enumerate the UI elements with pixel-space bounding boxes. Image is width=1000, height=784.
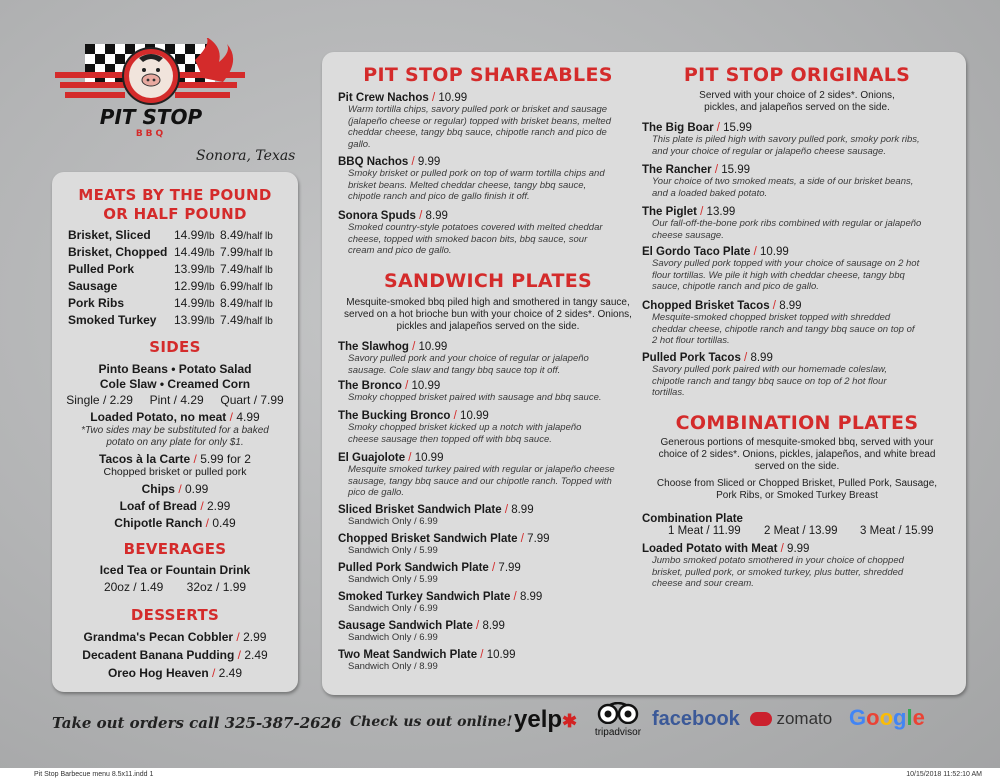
google-logo[interactable] bbox=[849, 705, 925, 731]
item-description: and your choice of regular or jalapeño cheese sausage. bbox=[652, 145, 886, 157]
meats-heading: MEATS BY THE POUND OR HALF POUND bbox=[78, 186, 272, 223]
price-per-lb bbox=[174, 245, 215, 259]
half-price: 7.99 bbox=[220, 245, 244, 259]
sandwich-only-price: Sandwich Only / 6.99 bbox=[348, 516, 438, 527]
check-us-online: Check us out online! bbox=[350, 714, 513, 730]
item-description: Savory pulled pork paired with our homemade coleslaw, bbox=[652, 364, 887, 375]
meat-name: Brisket, Chopped bbox=[68, 245, 168, 259]
lb-unit: /lb bbox=[204, 248, 215, 259]
separator: / bbox=[510, 591, 520, 603]
menu-item-title bbox=[338, 410, 638, 422]
dessert-price: 2.49 bbox=[218, 666, 243, 680]
meat-name: Pork Ribs bbox=[68, 296, 125, 310]
section-intro: Choose from Sliced or Chopped Brisket, Pulled Pork, Sausage, bbox=[656, 478, 938, 489]
lb-unit: /lb bbox=[204, 299, 215, 310]
separator: / bbox=[740, 352, 751, 364]
half-price: 7.49 bbox=[220, 313, 244, 327]
separator: / bbox=[517, 533, 528, 545]
meat-row bbox=[68, 228, 290, 245]
separator: / bbox=[408, 156, 418, 168]
menu-item bbox=[338, 410, 638, 445]
item-price: 9.99 bbox=[787, 543, 810, 555]
menu-item-title bbox=[338, 452, 638, 464]
meat-row bbox=[68, 262, 290, 279]
item-description: flour tortillas. We pile it high with cheddar cheese, tangy bbq bbox=[652, 269, 905, 281]
price-per-lb bbox=[174, 313, 215, 327]
sandwich-only-price: Sandwich Only / 5.99 bbox=[348, 574, 438, 585]
lb-unit: /lb bbox=[204, 265, 215, 276]
menu-item bbox=[642, 164, 952, 199]
separator: / bbox=[408, 341, 419, 353]
item-name: The Rancher bbox=[642, 164, 712, 176]
price-half-lb bbox=[220, 262, 273, 276]
section-intro: Mesquite-smoked bbq piled high and smothered in tangy sauce, bbox=[346, 297, 630, 308]
price-per-lb bbox=[174, 228, 215, 242]
separator: / bbox=[477, 649, 487, 661]
section-intro: pickles and jalapeños served on the side. bbox=[396, 321, 580, 332]
section-intro: Pork Ribs, or Smoked Turkey Breast bbox=[716, 490, 878, 501]
main-menu-panel bbox=[322, 52, 966, 695]
menu-item-title bbox=[642, 300, 952, 312]
menu-item bbox=[338, 620, 638, 643]
price-half-lb bbox=[220, 245, 273, 259]
lb-price: 14.99 bbox=[174, 228, 205, 242]
item-description: Smoky chopped brisket paired with sausage and bbq sauce. bbox=[348, 392, 602, 403]
menu-item bbox=[642, 246, 952, 293]
item-name: BBQ Nachos bbox=[338, 156, 409, 168]
price-half-lb bbox=[220, 228, 273, 242]
dessert-name: Decadent Banana Pudding bbox=[82, 648, 235, 662]
meat-row bbox=[68, 313, 290, 330]
item-description: Warm tortilla chips, savory pulled pork or brisket and sausage bbox=[348, 104, 608, 115]
item-description: cheddar cheese, chipotle ranch and tangy bbq sauce on top of bbox=[652, 323, 915, 335]
separator: / bbox=[428, 92, 439, 104]
menu-item-title bbox=[338, 533, 638, 545]
menu-item bbox=[338, 156, 638, 203]
item-description: chipotle ranch and pico de gallo finish it off. bbox=[348, 191, 530, 202]
separator: / bbox=[501, 504, 512, 516]
takeout-phone: Take out orders call 325-387-2626 bbox=[52, 714, 342, 732]
loaded-note-2: potato on any plate for only $1. bbox=[106, 437, 244, 448]
desserts-heading: DESSERTS bbox=[130, 606, 220, 624]
item-description: Mesquite smoked turkey paired with regular or jalapeño cheese bbox=[348, 464, 615, 475]
price-per-lb bbox=[174, 262, 215, 276]
tacos-note: Chopped brisket or pulled pork bbox=[103, 466, 247, 478]
zomato-icon bbox=[750, 712, 772, 726]
item-name: Sliced Brisket Sandwich Plate bbox=[338, 504, 502, 516]
item-description: This plate is piled high with savory pulled pork, smoky pork ribs, bbox=[652, 134, 920, 145]
sides-line-2: Cole Slaw • Creamed Corn bbox=[99, 377, 251, 391]
loaded-potato-line: Loaded Potato, no meat / 4.99 bbox=[90, 410, 260, 424]
item-name: Chopped Brisket Tacos bbox=[642, 300, 770, 312]
item-description: pico de gallo. bbox=[348, 487, 404, 498]
shareables-heading: PIT STOP SHAREABLES bbox=[363, 64, 613, 86]
lb-price: 12.99 bbox=[174, 279, 205, 293]
item-name: The Bucking Bronco bbox=[338, 410, 451, 422]
sandwich-only-price: Sandwich Only / 6.99 bbox=[348, 632, 438, 643]
item-price: 13.99 bbox=[706, 206, 736, 218]
meat-name: Sausage bbox=[68, 279, 118, 293]
side-single: Single / 2.29 bbox=[66, 393, 133, 407]
item-name: Smoked Turkey Sandwich Plate bbox=[338, 591, 511, 603]
sandwich-only-price: Sandwich Only / 5.99 bbox=[348, 545, 438, 556]
item-name: El Guajolote bbox=[338, 452, 406, 464]
item-price: 8.99 bbox=[519, 591, 543, 603]
google-letter: G bbox=[849, 705, 867, 730]
item-price: 8.99 bbox=[511, 504, 534, 516]
half-unit: /half lb bbox=[243, 299, 273, 310]
section-intro: Served with your choice of 2 sides*. Onions, bbox=[699, 90, 895, 101]
item-name: The Bronco bbox=[338, 380, 402, 392]
menu-item-title bbox=[642, 206, 952, 218]
meat-name: Smoked Turkey bbox=[68, 313, 157, 327]
item-description: cheese sausage then topped off with bbq sauce. bbox=[348, 433, 552, 445]
menu-item-title bbox=[642, 122, 952, 134]
item-price: 7.99 bbox=[498, 562, 521, 574]
item-description: Savory pulled pork and your choice of regular or jalapeño bbox=[348, 353, 589, 364]
price-per-lb bbox=[174, 296, 215, 310]
half-unit: /half lb bbox=[243, 265, 273, 276]
separator: / bbox=[777, 543, 788, 555]
item-description: and a loaded baked potato. bbox=[652, 187, 768, 199]
half-unit: /half lb bbox=[243, 316, 273, 327]
sandwich-only-price: Sandwich Only / 6.99 bbox=[348, 603, 438, 614]
item-description: cheese and sour cream. bbox=[652, 578, 754, 589]
originals-heading: PIT STOP ORIGINALS bbox=[683, 64, 911, 86]
menu-item-title bbox=[642, 246, 952, 258]
lb-unit: /lb bbox=[204, 282, 215, 293]
price-half-lb bbox=[220, 279, 273, 293]
separator: / bbox=[696, 206, 707, 218]
item-description: brisket beans. Melted cheddar cheese, tangy bbq sauce, bbox=[348, 179, 587, 191]
menu-item-title bbox=[338, 92, 638, 104]
footer-file: Pit Stop Barbecue menu 8.5x11.indd 1 bbox=[34, 771, 154, 778]
item-name: Two Meat Sandwich Plate bbox=[338, 649, 478, 661]
item-price: 10.99 bbox=[486, 649, 516, 661]
menu-item-title bbox=[338, 341, 638, 353]
menu-item-title bbox=[338, 380, 638, 392]
zomato-logo[interactable]: zomato bbox=[750, 709, 832, 729]
item-description: (jalapeño cheese or regular) topped with brisket beans, melted bbox=[348, 115, 611, 127]
yelp-burst-icon: ✱ bbox=[562, 711, 578, 731]
item-description: cheddar cheese, tangy bbq sauce, chipotle ranch and pico de bbox=[348, 127, 607, 138]
item-name: The Slawhog bbox=[338, 341, 409, 353]
separator: / bbox=[713, 122, 724, 134]
lb-price: 13.99 bbox=[174, 313, 205, 327]
item-name: Sonora Spuds bbox=[338, 210, 416, 222]
menu-item-title bbox=[338, 156, 638, 168]
menu-item-title bbox=[338, 562, 638, 574]
menu-item bbox=[338, 649, 638, 672]
tacos-line: Tacos à la Carte / 5.99 for 2 bbox=[99, 452, 251, 466]
combination-meat2-price: 2 Meat / 13.99 bbox=[764, 525, 838, 537]
half-price: 7.49 bbox=[220, 262, 244, 276]
item-description: cheese, topped with smoked bacon bits, bbq sauce, sour bbox=[348, 233, 588, 245]
google-letter: e bbox=[912, 705, 925, 730]
menu-item bbox=[338, 504, 638, 527]
menu-item-title bbox=[338, 620, 638, 632]
item-price: 15.99 bbox=[721, 164, 751, 176]
half-price: 8.49 bbox=[220, 228, 244, 242]
menu-item bbox=[338, 533, 638, 556]
sandwich-only-price: Sandwich Only / 8.99 bbox=[348, 661, 438, 672]
facebook-logo[interactable]: facebook bbox=[652, 708, 740, 730]
lb-unit: /lb bbox=[204, 231, 215, 242]
item-price: 10.99 bbox=[460, 410, 489, 422]
google-letter: o bbox=[866, 705, 880, 730]
item-price: 9.99 bbox=[417, 156, 441, 168]
dessert-item bbox=[52, 630, 298, 644]
side-pint: Pint / 4.29 bbox=[149, 393, 204, 407]
item-name: Loaded Potato with Meat bbox=[642, 543, 778, 555]
item-description: tortillas. bbox=[652, 387, 685, 398]
google-letter: l bbox=[906, 705, 913, 730]
item-price: 7.99 bbox=[527, 533, 550, 545]
pit-stop-logo bbox=[55, 38, 245, 138]
separator: / bbox=[208, 666, 219, 680]
item-name: Chopped Brisket Sandwich Plate bbox=[338, 533, 518, 545]
menu-item-title bbox=[338, 210, 638, 222]
menu-item bbox=[338, 452, 638, 499]
menu-item bbox=[338, 92, 638, 150]
lb-price: 13.99 bbox=[174, 262, 205, 276]
menu-item-title bbox=[642, 352, 952, 364]
sides-line-1: Pinto Beans • Potato Salad bbox=[98, 362, 252, 376]
half-unit: /half lb bbox=[243, 248, 273, 259]
menu-item bbox=[642, 122, 952, 157]
location-city: Sonora, Texas bbox=[196, 148, 296, 164]
svg-text:PIT STOP: PIT STOP bbox=[99, 105, 203, 129]
combination-meat1-price: 1 Meat / 11.99 bbox=[668, 525, 741, 537]
item-price: 10.99 bbox=[438, 92, 468, 104]
lb-price: 14.99 bbox=[174, 296, 205, 310]
separator: / bbox=[472, 620, 483, 632]
separator: / bbox=[234, 648, 245, 662]
menu-item bbox=[338, 591, 638, 614]
left-menu-panel bbox=[52, 172, 298, 692]
menu-item bbox=[338, 341, 638, 376]
separator: / bbox=[415, 210, 426, 222]
menu-item bbox=[338, 210, 638, 257]
loaded-note-1: *Two sides may be substituted for a baked bbox=[81, 425, 269, 436]
dessert-item bbox=[52, 666, 298, 680]
section-intro: served on the side. bbox=[754, 461, 840, 472]
menu-item-title bbox=[338, 591, 638, 603]
menu-item-title bbox=[338, 649, 638, 661]
separator: / bbox=[233, 630, 244, 644]
google-letter: g bbox=[893, 705, 907, 730]
separator: / bbox=[450, 410, 461, 422]
item-name: The Big Boar bbox=[642, 122, 714, 134]
menu-item bbox=[338, 562, 638, 585]
meat-row bbox=[68, 245, 290, 262]
dessert-price: 2.99 bbox=[243, 630, 267, 644]
item-price: 10.99 bbox=[760, 246, 789, 258]
section-intro: pickles, and jalapeños served on the side. bbox=[704, 102, 890, 113]
sides-sizes bbox=[52, 393, 298, 407]
combination-plate-name: Combination Plate bbox=[642, 513, 743, 525]
item-name: Sausage Sandwich Plate bbox=[338, 620, 473, 632]
item-description: Smoked country-style potatoes covered with melted cheddar bbox=[348, 222, 603, 233]
section-intro: served on a hot brioche bun with your choice of 2 sides*. Onions, bbox=[344, 309, 632, 320]
item-description: Smoky chopped brisket kicked up a notch with jalapeño bbox=[348, 422, 582, 433]
item-price: 8.99 bbox=[482, 620, 505, 632]
item-description: Smoky brisket or pulled pork on top of warm tortilla chips and bbox=[348, 168, 605, 179]
meat-row bbox=[68, 296, 290, 313]
item-price: 10.99 bbox=[414, 452, 444, 464]
separator: / bbox=[769, 300, 780, 312]
menu-item bbox=[642, 352, 952, 399]
svg-text:BBQ: BBQ bbox=[135, 129, 167, 138]
item-name: Pulled Pork Sandwich Plate bbox=[338, 562, 489, 574]
tripadvisor-logo[interactable]: tripadvisor bbox=[588, 702, 648, 738]
separator: / bbox=[711, 164, 722, 176]
half-price: 6.99 bbox=[220, 279, 244, 293]
bread-line: Loaf of Bread / 2.99 bbox=[119, 499, 231, 513]
separator: / bbox=[488, 562, 499, 574]
item-price: 8.99 bbox=[779, 300, 802, 312]
menu-item bbox=[338, 380, 638, 404]
chips-line: Chips / 0.99 bbox=[141, 482, 209, 496]
menu-item bbox=[642, 543, 952, 590]
owl-icon bbox=[596, 702, 640, 724]
beverages-heading: BEVERAGES bbox=[123, 540, 227, 558]
item-description: cream and pico de gallo. bbox=[348, 245, 452, 256]
section-intro: choice of 2 sides*. Onions, pickles, jalapeños, and white bread bbox=[658, 449, 936, 460]
item-description: Our fall-off-the-bone pork ribs combined with regular or jalapeño bbox=[652, 218, 922, 229]
sandwich-heading: SANDWICH PLATES bbox=[384, 270, 592, 292]
separator: / bbox=[750, 246, 761, 258]
side-quart: Quart / 7.99 bbox=[220, 393, 284, 407]
item-description: gallo. bbox=[348, 138, 371, 150]
dessert-name: Oreo Hog Heaven bbox=[107, 666, 209, 680]
price-per-lb bbox=[174, 279, 215, 293]
menu-item-title bbox=[642, 164, 952, 176]
combination-heading: COMBINATION PLATES bbox=[675, 412, 919, 434]
item-price: 15.99 bbox=[723, 122, 752, 134]
separator: / bbox=[401, 380, 412, 392]
half-price: 8.49 bbox=[220, 296, 244, 310]
item-description: chipotle ranch and tangy bbq sauce on top of 2 hot flour bbox=[652, 375, 887, 387]
meat-row bbox=[68, 279, 290, 296]
dessert-item bbox=[52, 648, 298, 662]
beverage-sizes: 20oz / 1.49 32oz / 1.99 bbox=[103, 580, 247, 594]
ranch-line: Chipotle Ranch / 0.49 bbox=[114, 516, 236, 530]
item-price: 8.99 bbox=[750, 352, 773, 364]
item-name: El Gordo Taco Plate bbox=[642, 246, 751, 258]
item-description: Your choice of two smoked meats, a side of our brisket beans, bbox=[652, 176, 914, 187]
beverage-line: Iced Tea or Fountain Drink bbox=[99, 563, 251, 577]
item-description: cheese sausage. bbox=[652, 229, 724, 241]
item-description: Jumbo smoked potato smothered in your choice of chopped bbox=[652, 555, 904, 566]
separator: / bbox=[405, 452, 415, 464]
menu-item bbox=[642, 300, 952, 347]
price-half-lb bbox=[220, 313, 273, 327]
item-description: sauce, chipotle ranch and pico de gallo. bbox=[652, 281, 819, 292]
combination-plate bbox=[642, 513, 952, 537]
item-name: Pit Crew Nachos bbox=[338, 92, 429, 104]
item-price: 8.99 bbox=[425, 210, 448, 222]
price-half-lb bbox=[220, 296, 273, 310]
item-description: sausage, tangy bbq sauce and our chipotle ranch. Topped with bbox=[348, 475, 612, 487]
item-description: Mesquite-smoked chopped brisket topped with shredded bbox=[652, 312, 891, 323]
google-letter: o bbox=[879, 705, 894, 730]
half-unit: /half lb bbox=[243, 282, 273, 293]
meat-name: Pulled Pork bbox=[68, 262, 135, 276]
combination-prices bbox=[668, 525, 952, 537]
menu-item bbox=[642, 206, 952, 241]
item-description: 2 hot flour tortillas. bbox=[652, 335, 730, 346]
meat-name: Brisket, Sliced bbox=[68, 228, 151, 242]
dessert-name: Grandma's Pecan Cobbler bbox=[83, 630, 234, 644]
menu-item-title bbox=[338, 504, 638, 516]
sides-heading: SIDES bbox=[149, 338, 201, 356]
footer-date: 10/15/2018 11:52:10 AM bbox=[906, 771, 982, 778]
item-name: The Piglet bbox=[642, 206, 697, 218]
item-description: brisket, pulled pork, or smoked turkey, plus butter, shredded bbox=[652, 566, 904, 578]
dessert-price: 2.49 bbox=[244, 648, 268, 662]
half-unit: /half lb bbox=[243, 231, 273, 242]
item-price: 10.99 bbox=[418, 341, 448, 353]
print-footer bbox=[0, 768, 1000, 784]
lb-price: 14.49 bbox=[174, 245, 205, 259]
menu-item-title bbox=[642, 543, 952, 555]
google-word bbox=[849, 705, 925, 730]
combination-meat3-price: 3 Meat / 15.99 bbox=[860, 525, 934, 537]
item-price: 10.99 bbox=[411, 380, 441, 392]
lb-unit: /lb bbox=[204, 316, 215, 327]
item-description: Savory pulled pork topped with your choice of sausage on 2 hot bbox=[652, 258, 920, 269]
section-intro: Generous portions of mesquite-smoked bbq, served with your bbox=[660, 437, 934, 448]
item-description: sausage. Cole slaw and tangy bbq sauce top it off. bbox=[348, 364, 561, 376]
item-name: Pulled Pork Tacos bbox=[642, 352, 741, 364]
yelp-logo[interactable]: yelp✱ bbox=[514, 706, 578, 733]
